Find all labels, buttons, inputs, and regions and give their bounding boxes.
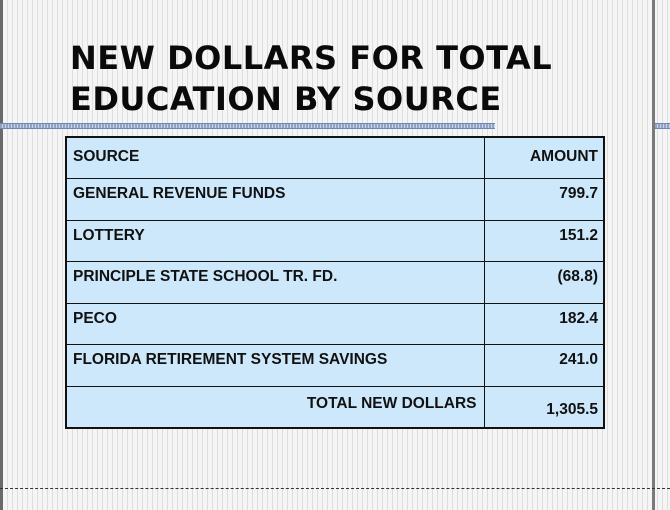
right-edge-bar bbox=[652, 0, 655, 510]
bottom-dashed-rule bbox=[0, 488, 670, 489]
table-row bbox=[66, 262, 604, 304]
row-source: GENERAL REVENUE FUNDS bbox=[66, 179, 484, 221]
total-label: TOTAL NEW DOLLARS bbox=[66, 386, 484, 428]
row-amount: 182.4 bbox=[484, 303, 604, 345]
table-row bbox=[66, 345, 604, 387]
table-row bbox=[66, 220, 604, 262]
row-source: PRINCIPLE STATE SCHOOL TR. FD. bbox=[66, 262, 484, 304]
title-underline-rule-right bbox=[655, 123, 670, 129]
header-source: SOURCE bbox=[66, 137, 484, 179]
row-source: LOTTERY bbox=[66, 220, 484, 262]
table-header-row bbox=[66, 137, 604, 179]
header-amount: AMOUNT bbox=[484, 137, 604, 179]
table-row bbox=[66, 303, 604, 345]
row-amount: 241.0 bbox=[484, 345, 604, 387]
row-source: FLORIDA RETIREMENT SYSTEM SAVINGS bbox=[66, 345, 484, 387]
row-amount: (68.8) bbox=[484, 262, 604, 304]
slide-title: NEW DOLLARS FOR TOTAL EDUCATION BY SOURCE bbox=[70, 39, 553, 118]
left-edge-bar bbox=[0, 0, 3, 510]
education-dollars-table bbox=[65, 136, 605, 429]
row-amount: 151.2 bbox=[484, 220, 604, 262]
table-total-row bbox=[66, 386, 604, 428]
row-amount: 799.7 bbox=[484, 179, 604, 221]
row-source: PECO bbox=[66, 303, 484, 345]
table-row bbox=[66, 179, 604, 221]
total-amount: 1,305.5 bbox=[484, 386, 604, 428]
title-underline-rule bbox=[0, 123, 495, 129]
